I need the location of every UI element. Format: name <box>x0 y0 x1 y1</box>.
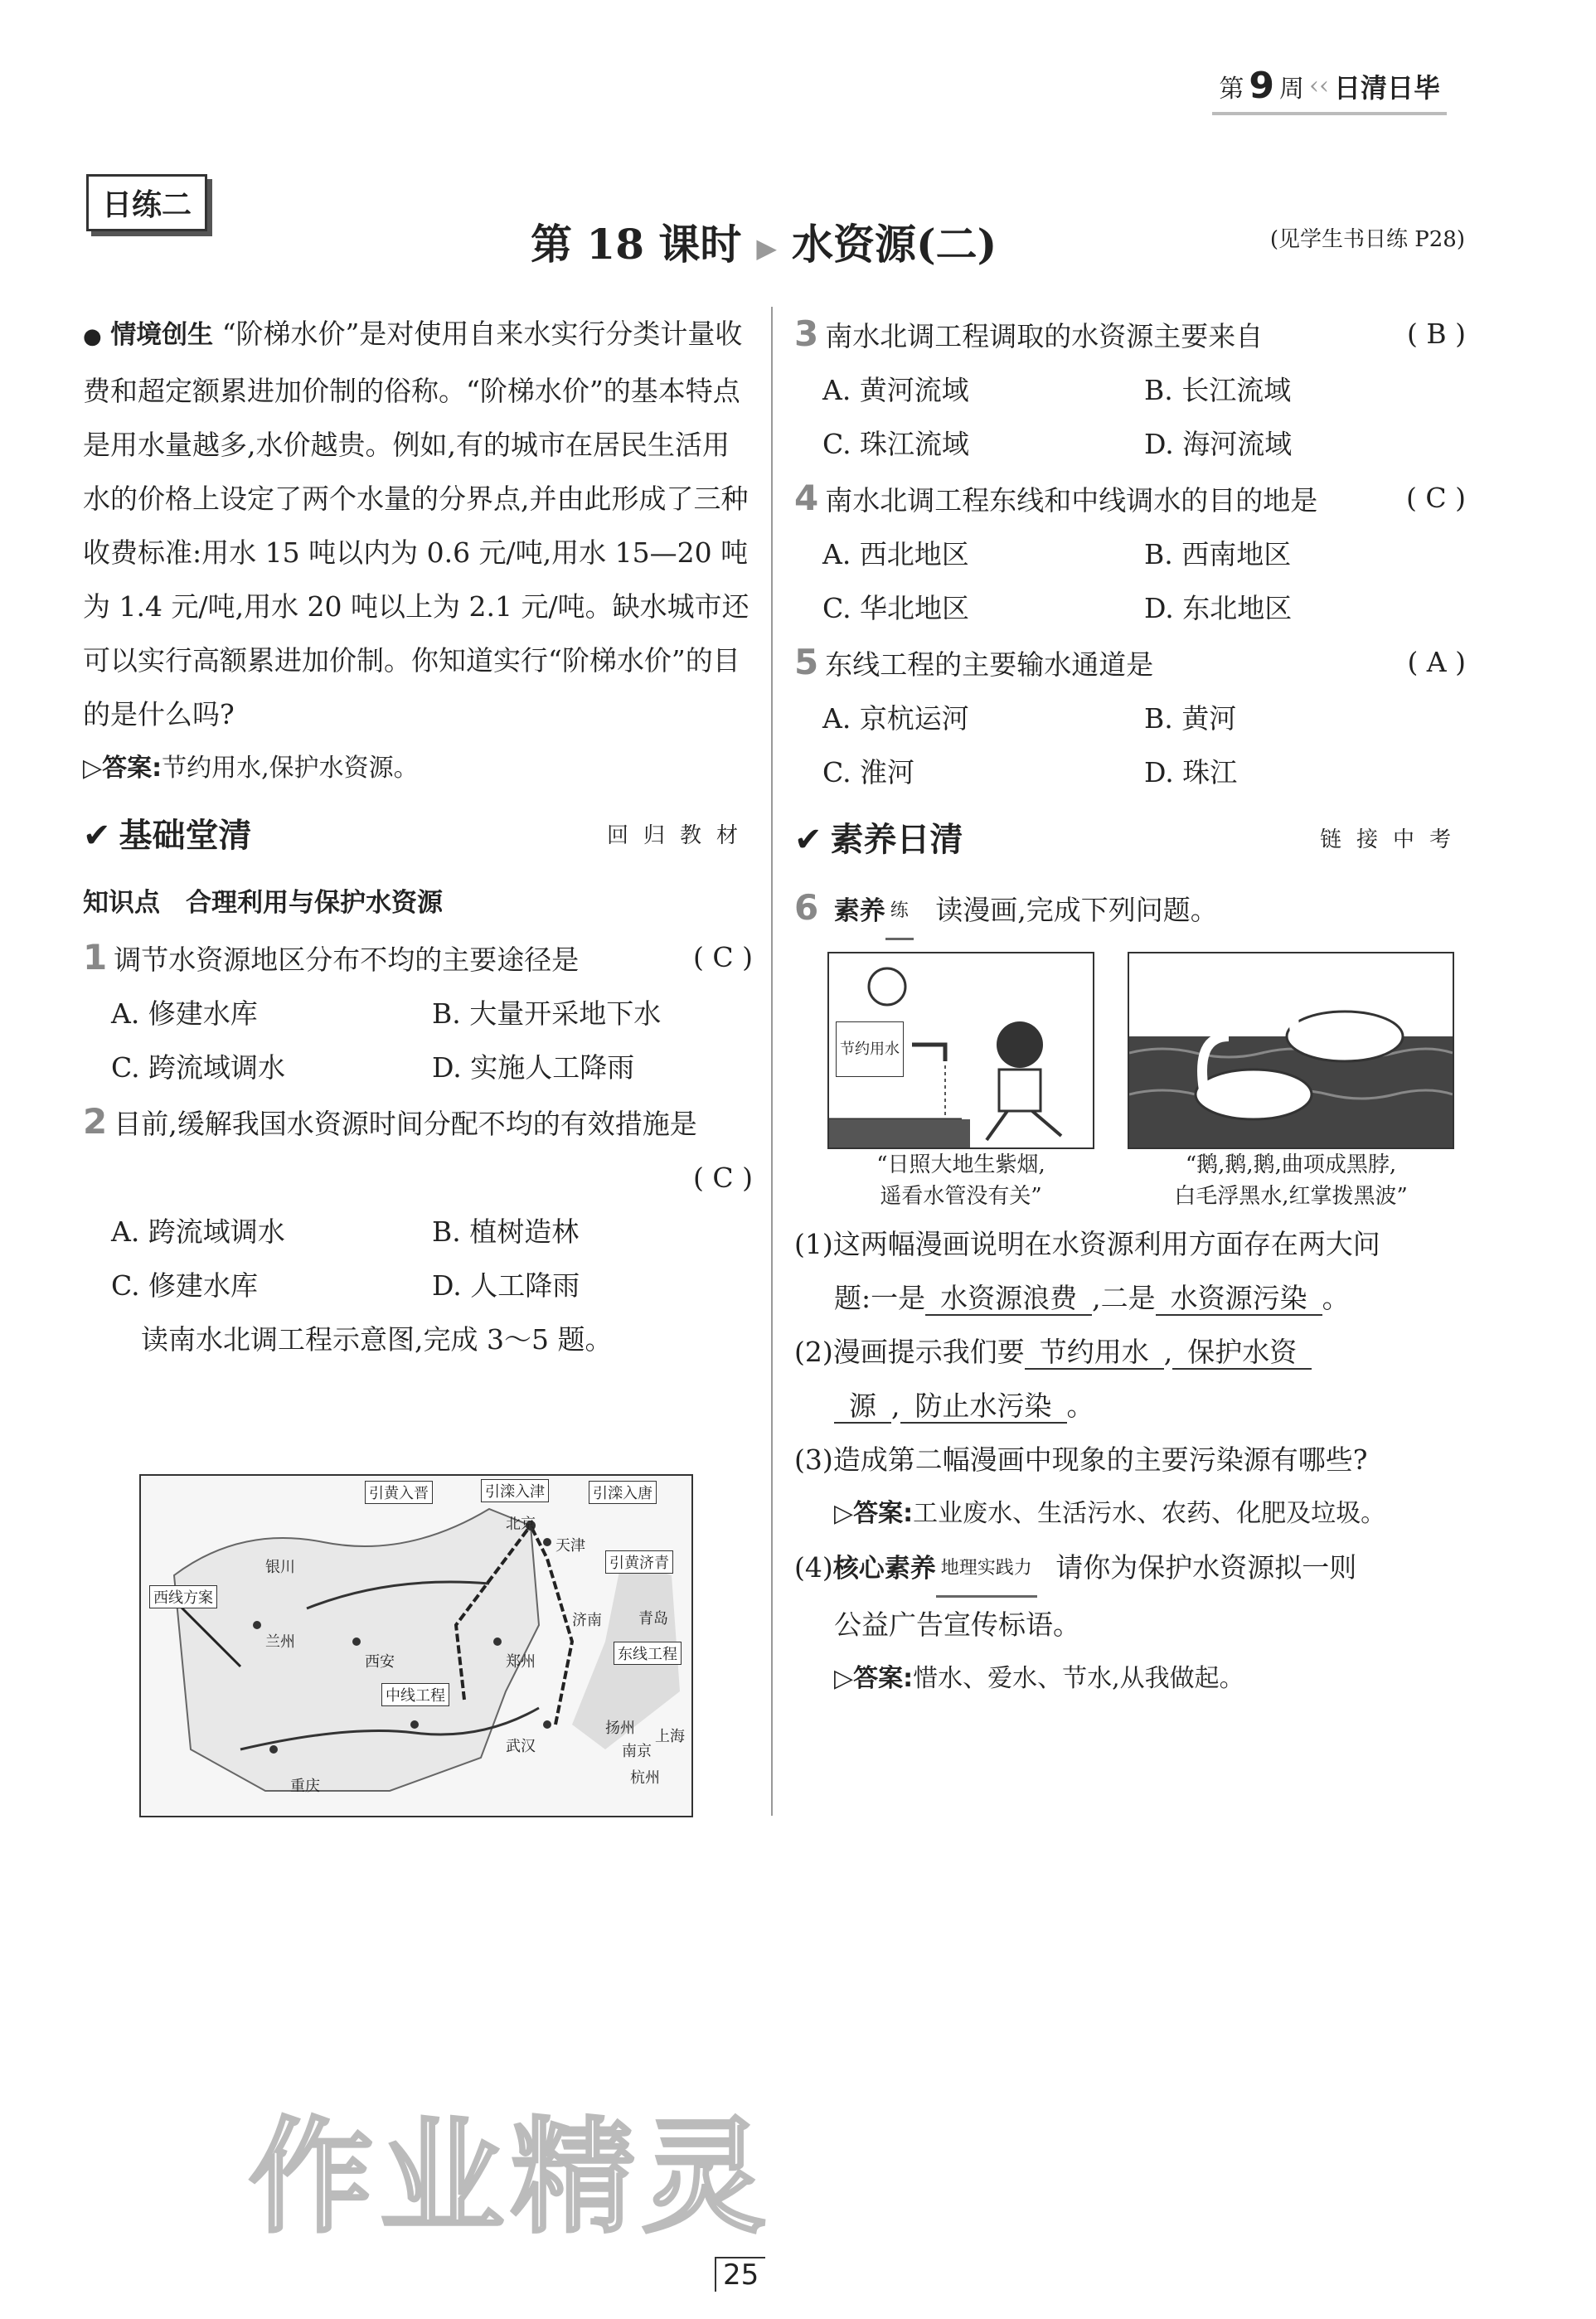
map-label: 济南 <box>572 1612 602 1629</box>
week-badge <box>1212 65 1447 115</box>
lesson-topic: 水资源(二) <box>792 220 997 269</box>
bulb-icon: ● <box>83 324 102 349</box>
text: ,二是 <box>1092 1282 1156 1314</box>
reference-note: (见学生书日练 P28) <box>1269 227 1465 252</box>
question-stem: 调节水资源地区分布不均的主要途径是 <box>114 944 580 976</box>
answer-label: 答案: <box>853 1499 914 1528</box>
basic-section-header <box>83 807 753 865</box>
map-label: 东线工程 <box>614 1642 682 1665</box>
text: 题:一是 <box>834 1282 926 1314</box>
map-label: 引滦入津 <box>481 1479 549 1502</box>
fill-answer: 保护水资 <box>1172 1336 1312 1370</box>
caption-line: “日照大地生紫烟, <box>876 1152 1045 1177</box>
option: B. 西南地区 <box>1144 538 1292 570</box>
answer-label: 答案: <box>853 1664 914 1693</box>
fill-answer: 防止水污染 <box>900 1390 1067 1424</box>
answer-text: 节约用水,保护水资源。 <box>162 754 419 783</box>
option: D. 人工降雨 <box>432 1269 580 1302</box>
triangle-icon: ▷ <box>834 1664 854 1693</box>
south-north-water-map <box>139 1474 693 1817</box>
question-3 <box>794 307 1466 363</box>
column-divider <box>771 307 773 1816</box>
question-answer: ( B ) <box>1407 318 1466 350</box>
question-number: 1 <box>83 937 108 978</box>
caption-line: 白毛浮黑水,红掌拨黑波” <box>1174 1184 1408 1209</box>
core-tag: 核心素养 <box>832 1554 936 1584</box>
chevron-left-icon: ‹‹ <box>1308 71 1329 100</box>
options-1 <box>83 987 753 1094</box>
map-label: 南京 <box>622 1743 652 1760</box>
question-answer: ( C ) <box>1406 482 1466 514</box>
option: A. 修建水库 <box>111 997 258 1030</box>
answer-label: 答案: <box>102 754 163 783</box>
map-label: 中线工程 <box>381 1683 449 1706</box>
cartoon-2-graphic <box>1129 953 1453 1147</box>
map-label: 上海 <box>655 1728 685 1745</box>
sub-answer-3 <box>794 1487 1466 1540</box>
scenario-label: 情境创生 <box>110 320 214 350</box>
quality-section-header <box>794 811 1466 869</box>
right-column <box>794 307 1466 1705</box>
question-4 <box>794 471 1466 527</box>
text: 。 <box>1322 1282 1350 1314</box>
options-3 <box>794 363 1466 471</box>
map-label: 杭州 <box>630 1769 660 1787</box>
map-label: 青岛 <box>638 1610 668 1628</box>
cartoon-1 <box>827 952 1094 1149</box>
week-suffix: 周 <box>1278 74 1304 104</box>
text: (2)漫画提示我们要 <box>794 1336 1025 1368</box>
triangle-icon: ▷ <box>83 754 103 783</box>
sub-question-1 <box>794 1217 1466 1325</box>
cartoons <box>827 952 1466 1212</box>
map-label: 银川 <box>265 1559 295 1576</box>
text: (4) <box>794 1551 833 1584</box>
cartoon-2 <box>1128 952 1454 1149</box>
q6-tag: 素养 <box>833 896 885 926</box>
scenario-text: “阶梯水价”是对使用自来水实行分类计量收费和超定额累进加价制的俗称。“阶梯水价”的基本特点是用水量越多,水价越贵。例如,有的城市在居民生活用水的价格上设定了两个水量的分界点,并由此形成了三种收费标准:用水 15 吨以内为 0.6 元/吨,用水 15—20 吨为 1.4 元/吨,用水 20 吨以上为 2.1 元/吨。缺水城市还可以实行高额累进加价制。你知道实行“阶梯水价”的目的是什么吗? <box>83 318 749 730</box>
question-number: 4 <box>794 478 819 518</box>
scenario-block <box>83 307 753 741</box>
cartoon-1-wrap <box>827 952 1094 1212</box>
map-label: 扬州 <box>605 1720 635 1737</box>
question-stem: 目前,缓解我国水资源时间分配不均的有效措施是 <box>114 1108 697 1140</box>
q6-tag2: 练 <box>885 884 914 940</box>
check-pen-icon: ✔ <box>794 820 822 859</box>
week-prefix: 第 <box>1219 74 1244 104</box>
section-title: 素养日清 <box>830 820 963 859</box>
section-title: 基础堂清 <box>119 816 252 855</box>
fill-answer: 源 <box>834 1390 891 1424</box>
fill-answer: 水资源浪费 <box>925 1282 1092 1316</box>
text: 请你为保护水资源拟一则 <box>1055 1551 1357 1584</box>
question-number: 6 <box>794 887 819 928</box>
answer-text: 工业废水、生活污水、农药、化肥及垃圾。 <box>913 1499 1386 1528</box>
option: B. 大量开采地下水 <box>432 997 662 1030</box>
options-5 <box>794 691 1466 799</box>
left-column <box>83 307 753 1366</box>
lesson-number: 第 18 课时 <box>531 220 742 269</box>
map-label: 重庆 <box>290 1778 320 1795</box>
sub-question-4 <box>794 1540 1466 1598</box>
daily-label: 日练二 <box>86 174 207 231</box>
option: C. 珠江流域 <box>822 428 970 460</box>
option: D. 海河流域 <box>1144 428 1293 460</box>
question-answer: ( C ) <box>693 1162 753 1194</box>
option: A. 跨流域调水 <box>111 1215 285 1248</box>
week-number: 9 <box>1249 65 1274 107</box>
question-5 <box>794 635 1466 691</box>
lesson-title <box>531 211 997 271</box>
text: , <box>891 1390 900 1422</box>
option: C. 修建水库 <box>111 1269 259 1302</box>
fill-answer: 水资源污染 <box>1156 1282 1322 1316</box>
question-number: 5 <box>794 642 819 682</box>
option: B. 黄河 <box>1144 702 1237 735</box>
text-line <box>794 1379 1466 1433</box>
option: A. 京杭运河 <box>822 702 969 735</box>
sub-question-2 <box>794 1325 1466 1433</box>
caption-2 <box>1128 1149 1454 1212</box>
option: D. 实施人工降雨 <box>432 1051 635 1084</box>
option: C. 跨流域调水 <box>111 1051 286 1084</box>
text-line <box>794 1271 1466 1325</box>
core-tag2: 地理实践力 <box>936 1541 1037 1598</box>
option: A. 黄河流域 <box>822 374 969 406</box>
option: D. 珠江 <box>1144 756 1238 788</box>
map-label: 武汉 <box>506 1738 536 1755</box>
sub-question-3: (3)造成第二幅漫画中现象的主要污染源有哪些? <box>794 1443 1368 1476</box>
question-number: 2 <box>83 1101 108 1142</box>
section-subtitle: 链接中考 <box>1319 827 1466 852</box>
question-stem: 读漫画,完成下列问题。 <box>935 894 1218 926</box>
map-label: 郑州 <box>506 1653 536 1671</box>
option: D. 东北地区 <box>1144 592 1293 624</box>
options-4 <box>794 527 1466 635</box>
question-stem: 南水北调工程东线和中线调水的目的地是 <box>825 484 1318 517</box>
text-line <box>794 1325 1466 1379</box>
map-label: 西线方案 <box>149 1585 217 1608</box>
question-answer: ( A ) <box>1407 646 1466 678</box>
scenario-answer <box>83 741 753 795</box>
map-label: 引滦入唐 <box>589 1481 657 1504</box>
water-saving-sign: 节约用水 <box>836 1021 904 1077</box>
question-stem: 南水北调工程调取的水资源主要来自 <box>825 320 1264 352</box>
question-1 <box>83 930 753 987</box>
sub-answer-4 <box>794 1652 1466 1705</box>
map-label: 天津 <box>555 1537 585 1555</box>
question-answer: ( C ) <box>693 941 753 973</box>
text: 。 <box>1066 1390 1094 1422</box>
arrow-right-icon: ▶ <box>756 232 778 264</box>
question-stem: 东线工程的主要输水通道是 <box>825 648 1154 681</box>
option: C. 华北地区 <box>822 592 970 624</box>
text-line: (1)这两幅漫画说明在水资源利用方面存在两大问 <box>794 1228 1380 1260</box>
map-label: 西安 <box>365 1653 395 1671</box>
question-2 <box>83 1094 753 1151</box>
cartoon-2-wrap <box>1128 952 1454 1212</box>
caption-line: “鹅,鹅,鹅,曲项成黑脖, <box>1185 1152 1397 1177</box>
answer-text: 惜水、爱水、节水,从我做起。 <box>913 1664 1244 1693</box>
watermark: 作业精灵 <box>249 2106 774 2250</box>
map-intro: 读南水北调工程示意图,完成 3～5 题。 <box>141 1323 613 1356</box>
knowledge-point: 知识点 合理利用与保护水资源 <box>83 888 443 918</box>
question-number: 3 <box>794 313 819 354</box>
option: B. 长江流域 <box>1144 374 1292 406</box>
section-subtitle: 回归教材 <box>606 822 753 848</box>
map-label: 引黄济青 <box>605 1550 673 1574</box>
series-name: 日清日毕 <box>1333 71 1440 104</box>
text: , <box>1163 1336 1173 1368</box>
option: B. 植树造林 <box>432 1215 580 1248</box>
caption-line: 遥看水管没有关” <box>880 1184 1042 1209</box>
sub-question-4-cont: 公益广告宣传标语。 <box>834 1608 1080 1641</box>
triangle-icon: ▷ <box>834 1499 854 1528</box>
check-pen-icon: ✔ <box>83 816 111 855</box>
map-label: 引黄入晋 <box>365 1481 433 1504</box>
map-label: 北京 <box>506 1516 536 1533</box>
option: A. 西北地区 <box>822 538 969 570</box>
options-2 <box>83 1205 753 1312</box>
map-label: 兰州 <box>265 1633 295 1651</box>
fill-answer: 节约用水 <box>1025 1336 1164 1370</box>
map-graphic <box>141 1476 691 1816</box>
page-number: 25 <box>715 2257 765 2292</box>
option: C. 淮河 <box>822 756 915 788</box>
question-6 <box>794 881 1466 940</box>
caption-1 <box>827 1149 1094 1212</box>
